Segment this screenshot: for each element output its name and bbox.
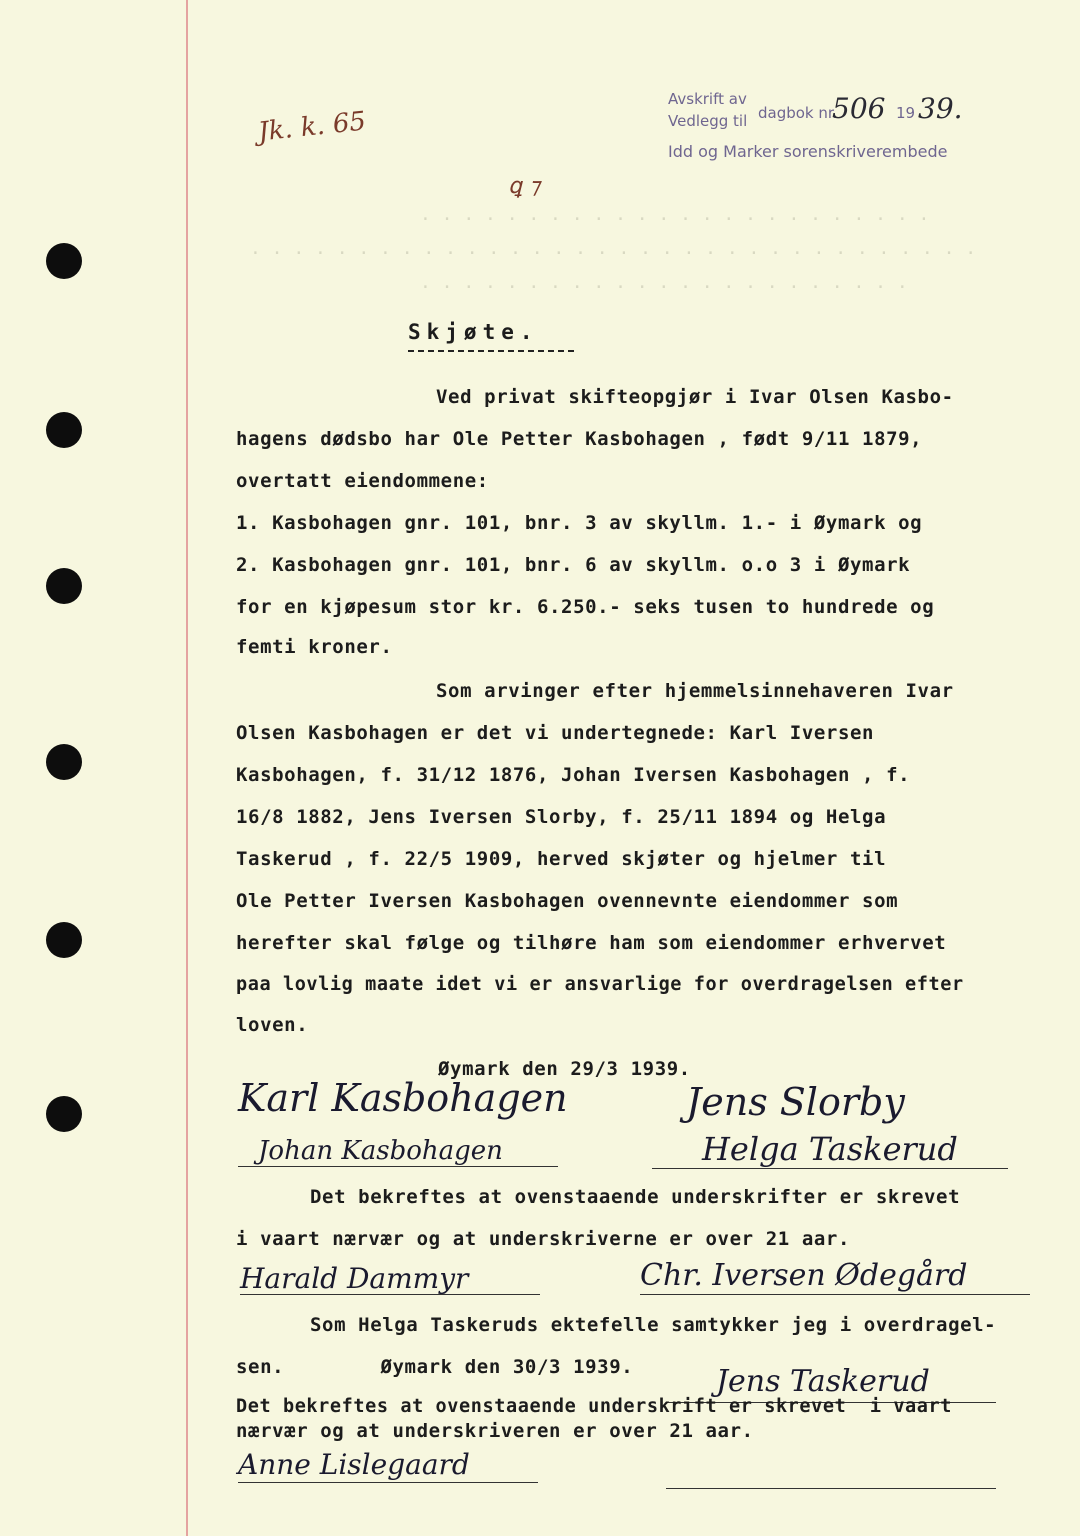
binder-hole — [46, 1096, 82, 1132]
stamp-year-suffix: 39. — [918, 92, 963, 125]
consent-line: sen. Øymark den 30/3 1939. — [236, 1356, 634, 1378]
body-line: femti kroner. — [236, 636, 393, 658]
body-line: paa lovlig maate idet vi er ansvarlige for overdragelsen efter — [236, 974, 964, 995]
body-line: 1. Kasbohagen gnr. 101, bnr. 3 av skyllm. 1.- i Øymark og — [236, 512, 923, 534]
body-line: Kasbohagen, f. 31/12 1876, Johan Iversen Kasbohagen , f. — [236, 764, 911, 786]
consent-signature: Jens Taskerud — [716, 1364, 930, 1399]
show-through-text: . . . . . . . . . . . . . . . . . . . . . . . . — [420, 204, 930, 225]
signature-jens-slorby: Jens Slorby — [686, 1080, 905, 1124]
body-line: hagens dødsbo har Ole Petter Kasbohagen , født 9/11 1879, — [236, 428, 923, 450]
stamp-year-prefix: 19 — [896, 104, 916, 122]
signature-line — [640, 1294, 1030, 1295]
body-line: Ole Petter Iversen Kasbohagen ovennevnte eiendommer som — [236, 890, 899, 912]
show-through-text: . . . . . . . . . . . . . . . . . . . . . . . — [420, 272, 908, 293]
body-line: herefter skal følge og tilhøre ham som eiendommer erhvervet — [236, 932, 947, 954]
place-date-line: Øymark den 29/3 1939. — [438, 1058, 691, 1080]
body-line: overtatt eiendommene: — [236, 470, 489, 492]
consent-line: Som Helga Taskeruds ektefelle samtykker jeg i overdragel- — [310, 1314, 997, 1336]
binder-hole — [46, 243, 82, 279]
stamp-line-avskrift: Avskrift av — [668, 90, 747, 108]
title-underline — [408, 350, 574, 352]
confirm-line: nærvær og at underskriveren er over 21 aar. — [236, 1420, 754, 1442]
registration-stamp — [668, 90, 998, 170]
stamp-dagbok-label: dagbok nr. — [758, 104, 838, 122]
body-line: 2. Kasbohagen gnr. 101, bnr. 6 av skyllm. o.o 3 i Øymark — [236, 554, 911, 576]
body-line: for en kjøpesum stor kr. 6.250.- seks tusen to hundrede og — [236, 596, 935, 618]
binder-hole — [46, 568, 82, 604]
binder-hole — [46, 922, 82, 958]
witness-line: Det bekreftes at ovenstaaende underskrifter er skrevet — [310, 1186, 961, 1208]
signature-helga: Helga Taskerud — [702, 1130, 958, 1168]
body-line: Som arvinger efter hjemmelsinnehaveren Ivar — [436, 680, 954, 702]
body-line: loven. — [236, 1014, 309, 1036]
stamp-office: Idd og Marker sorenskriverembede — [668, 142, 948, 161]
body-line: Taskerud , f. 22/5 1909, herved skjøter og hjelmer til — [236, 848, 887, 870]
signature-line — [238, 1166, 558, 1167]
binder-hole — [46, 744, 82, 780]
signature-johan: Johan Kasbohagen — [258, 1136, 503, 1166]
signature-karl: Karl Kasbohagen — [238, 1076, 568, 1120]
witness-line: i vaart nærvær og at underskriverne er over 21 aar. — [236, 1228, 850, 1250]
witness-signature-2: Chr. Iversen Ødegård — [640, 1258, 968, 1293]
final-witness-signature: Anne Lislegaard — [238, 1448, 470, 1481]
scribble-mark: ꝗ ⁊ — [508, 174, 540, 199]
signature-line — [240, 1294, 540, 1295]
witness-signature-1: Harald Dammyr — [240, 1262, 469, 1295]
body-line: 16/8 1882, Jens Iversen Slorby, f. 25/11 1894 og Helga — [236, 806, 887, 828]
signature-line — [238, 1482, 538, 1483]
stamp-dagbok-number: 506 — [832, 92, 886, 125]
margin-note: Jk. k. 65 — [256, 106, 368, 148]
signature-line — [666, 1488, 996, 1489]
body-line: Ved privat skifteopgjør i Ivar Olsen Kasbo- — [436, 386, 954, 408]
body-line: Olsen Kasbohagen er det vi undertegnede: Karl Iversen — [236, 722, 875, 744]
signature-line — [652, 1168, 1008, 1169]
document-title: Skjøte. — [408, 320, 539, 344]
margin-line — [186, 0, 188, 1536]
show-through-text: . . . . . . . . . . . . . . . . . . . . . . . . . . . . . . . . . . — [250, 238, 977, 259]
confirm-line: Det bekreftes at ovenstaaende underskrift er skrevet i vaart — [236, 1396, 953, 1417]
stamp-line-vedlegg: Vedlegg til — [668, 112, 748, 130]
binder-hole — [46, 412, 82, 448]
